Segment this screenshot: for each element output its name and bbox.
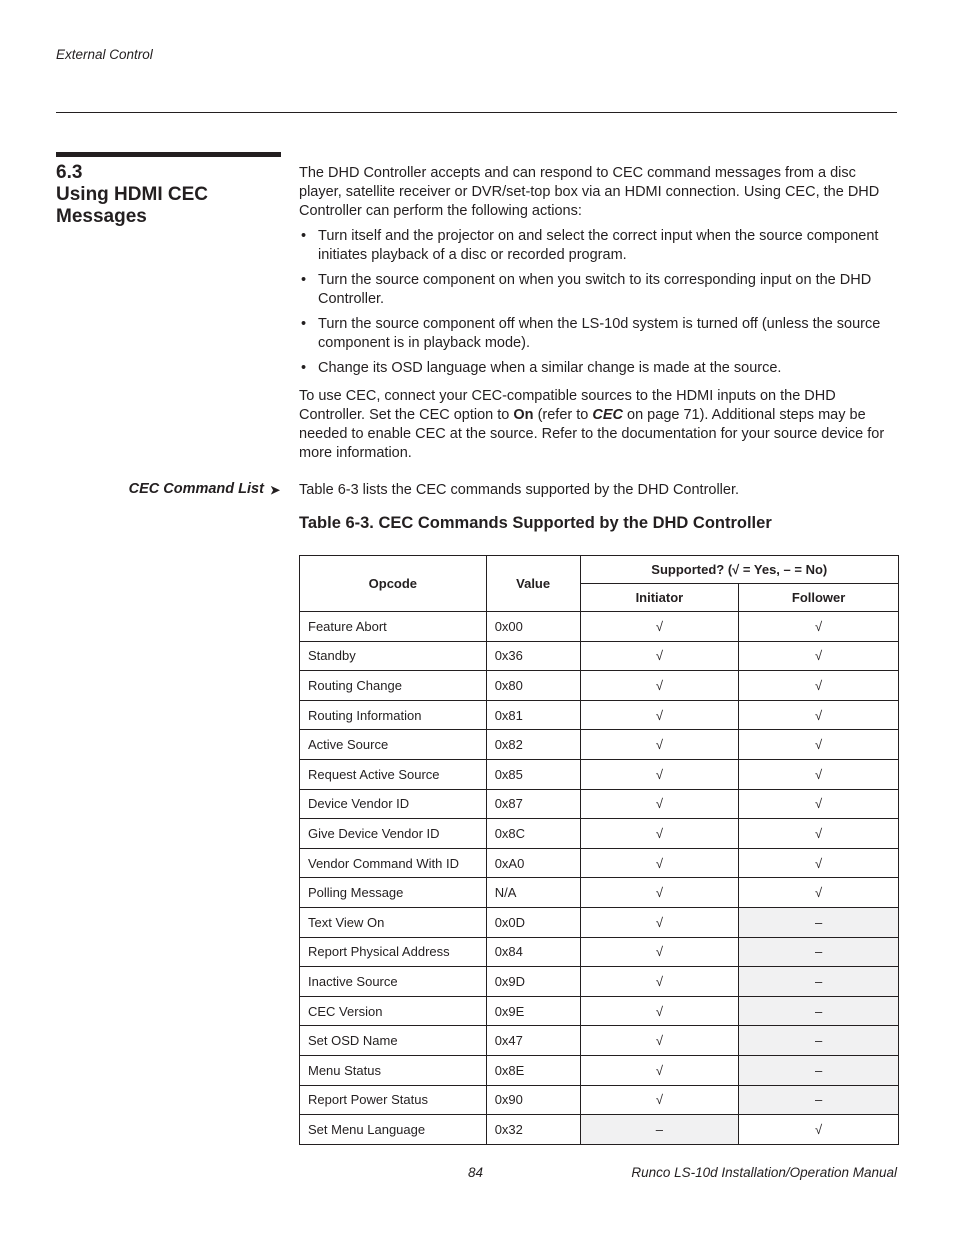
opcode-cell: Set Menu Language (300, 1115, 487, 1145)
value-cell: 0x82 (486, 730, 580, 760)
initiator-cell: √ (580, 967, 739, 997)
value-cell: 0x47 (486, 1026, 580, 1056)
follower-cell: √ (739, 819, 899, 849)
value-cell: N/A (486, 878, 580, 908)
header-rule (56, 112, 897, 113)
header-follower: Follower (739, 584, 899, 612)
table-row (300, 878, 899, 908)
value-cell: 0x85 (486, 759, 580, 789)
follower-cell: √ (739, 641, 899, 671)
initiator-cell: – (580, 1115, 739, 1145)
subsection-text: Table 6-3 lists the CEC commands supported by the DHD Controller. (299, 482, 740, 498)
section-heading (56, 162, 281, 228)
initiator-cell: √ (580, 700, 739, 730)
setup-text-1: To use CEC, connect your CEC-compatible sources to the HDMI inputs on the DHD Controller. Set the CEC option to (299, 388, 836, 423)
table-row (300, 1085, 899, 1115)
action-list (299, 227, 897, 384)
follower-cell: – (739, 907, 899, 937)
opcode-cell: Feature Abort (300, 612, 487, 642)
follower-cell: √ (739, 700, 899, 730)
opcode-cell: Routing Information (300, 700, 487, 730)
follower-cell: – (739, 996, 899, 1026)
initiator-cell: √ (580, 1026, 739, 1056)
table-row (300, 641, 899, 671)
value-cell: 0x84 (486, 937, 580, 967)
follower-cell: √ (739, 612, 899, 642)
table-row (300, 759, 899, 789)
value-cell: 0x9D (486, 967, 580, 997)
value-cell: 0x0D (486, 907, 580, 937)
follower-cell: √ (739, 878, 899, 908)
value-cell: 0x81 (486, 700, 580, 730)
list-item: • Change its OSD language when a similar change is made at the source. (299, 359, 897, 378)
initiator-cell: √ (580, 996, 739, 1026)
table-row (300, 700, 899, 730)
initiator-cell: √ (580, 819, 739, 849)
table-row (300, 612, 899, 642)
section-number: 6.3 (56, 162, 83, 183)
subsection-heading (56, 481, 280, 497)
table-row (300, 937, 899, 967)
initiator-cell: √ (580, 671, 739, 701)
table-title: Table 6-3. CEC Commands Supported by the DHD Controller (299, 514, 772, 532)
header-opcode: Opcode (300, 556, 487, 612)
opcode-cell: Standby (300, 641, 487, 671)
value-cell: 0x9E (486, 996, 580, 1026)
follower-cell: √ (739, 671, 899, 701)
on-option: On (513, 407, 534, 423)
opcode-cell: Device Vendor ID (300, 789, 487, 819)
initiator-cell: √ (580, 641, 739, 671)
opcode-cell: Report Physical Address (300, 937, 487, 967)
opcode-cell: Give Device Vendor ID (300, 819, 487, 849)
initiator-cell: √ (580, 789, 739, 819)
initiator-cell: √ (580, 878, 739, 908)
initiator-cell: √ (580, 759, 739, 789)
table-row (300, 1026, 899, 1056)
value-cell: 0x36 (486, 641, 580, 671)
intro-paragraph: The DHD Controller accepts and can respond to CEC command messages from a disc player, satellite receiver or DVR/set-top box via an HDMI connection. Using CEC, the DHD Controller can perform the following actions: (299, 165, 880, 219)
section-title: Using HDMI CEC Messages (56, 184, 208, 227)
follower-cell: √ (739, 1115, 899, 1145)
opcode-cell: CEC Version (300, 996, 487, 1026)
table-row (300, 967, 899, 997)
value-cell: 0x80 (486, 671, 580, 701)
manual-title: Runco LS-10d Installation/Operation Manual (631, 1165, 897, 1180)
table-row (300, 1055, 899, 1085)
header-initiator: Initiator (580, 584, 739, 612)
list-item: • Turn itself and the projector on and select the correct input when the source component initiates playback of a disc or recorded program. (299, 227, 897, 265)
opcode-cell: Set OSD Name (300, 1026, 487, 1056)
opcode-cell: Active Source (300, 730, 487, 760)
follower-cell: – (739, 1085, 899, 1115)
table-row (300, 907, 899, 937)
initiator-cell: √ (580, 848, 739, 878)
value-cell: 0x32 (486, 1115, 580, 1145)
setup-paragraph (299, 387, 897, 463)
follower-cell: – (739, 937, 899, 967)
value-cell: 0xA0 (486, 848, 580, 878)
running-header: External Control (56, 47, 153, 62)
setup-text-2: (refer to (533, 407, 593, 423)
opcode-cell: Polling Message (300, 878, 487, 908)
list-item: • Turn the source component on when you switch to its corresponding input on the DHD Controller. (299, 271, 897, 309)
table-row (300, 1115, 899, 1145)
opcode-cell: Inactive Source (300, 967, 487, 997)
opcode-cell: Text View On (300, 907, 487, 937)
opcode-cell: Vendor Command With ID (300, 848, 487, 878)
table-row (300, 996, 899, 1026)
page-number: 84 (468, 1165, 484, 1180)
value-cell: 0x8E (486, 1055, 580, 1085)
table-row (300, 819, 899, 849)
initiator-cell: √ (580, 937, 739, 967)
opcode-cell: Menu Status (300, 1055, 487, 1085)
cec-commands-table (299, 555, 899, 1145)
setup-text-3: on page 71). Additional steps may be needed to enable CEC at the source. Refer to the documentation for your source device for more information. (299, 407, 885, 461)
opcode-cell: Report Power Status (300, 1085, 487, 1115)
list-item: • Turn the source component off when the LS-10d system is turned off (unless the source component is in playback mode). (299, 315, 897, 353)
opcode-cell: Routing Change (300, 671, 487, 701)
table-row (300, 789, 899, 819)
follower-cell: √ (739, 789, 899, 819)
header-supported: Supported? (√ = Yes, – = No) (580, 556, 898, 584)
value-cell: 0x90 (486, 1085, 580, 1115)
initiator-cell: √ (580, 1055, 739, 1085)
value-cell: 0x00 (486, 612, 580, 642)
follower-cell: √ (739, 759, 899, 789)
initiator-cell: √ (580, 612, 739, 642)
opcode-cell: Request Active Source (300, 759, 487, 789)
table-row (300, 671, 899, 701)
table-body (300, 612, 899, 1145)
initiator-cell: √ (580, 907, 739, 937)
subsection-title: CEC Command List (128, 481, 264, 497)
cec-reference-link[interactable]: CEC (592, 407, 623, 423)
table-row (300, 848, 899, 878)
follower-cell: √ (739, 848, 899, 878)
follower-cell: – (739, 1055, 899, 1085)
table-row (300, 730, 899, 760)
value-cell: 0x87 (486, 789, 580, 819)
follower-cell: – (739, 967, 899, 997)
follower-cell: √ (739, 730, 899, 760)
header-value: Value (486, 556, 580, 612)
follower-cell: – (739, 1026, 899, 1056)
arrow-icon: ➤ (269, 483, 280, 497)
initiator-cell: √ (580, 730, 739, 760)
initiator-cell: √ (580, 1085, 739, 1115)
section-bar (56, 152, 281, 157)
value-cell: 0x8C (486, 819, 580, 849)
